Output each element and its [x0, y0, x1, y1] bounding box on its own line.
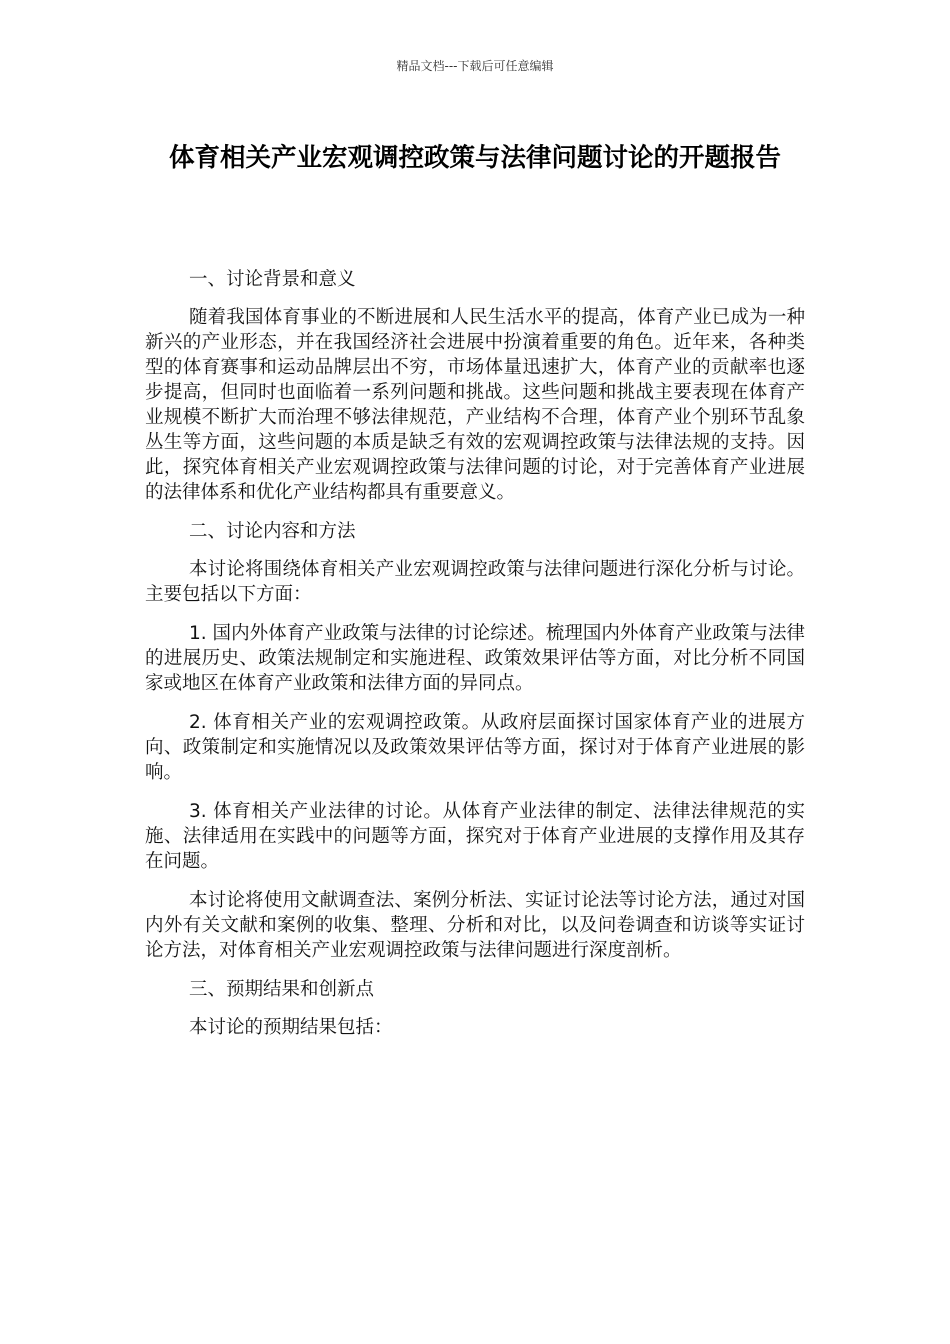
list-item-3: 3. 体育相关产业法律的讨论。从体育产业法律的制定、法律法律规范的实施、法律适用在实践中的问题等方面，探究对于体育产业进展的支撑作用及其存在问题。: [145, 801, 805, 872]
document-title: 体育相关产业宏观调控政策与法律问题讨论的开题报告: [168, 143, 781, 173]
section-heading-content-methods: 二、讨论内容和方法: [189, 521, 356, 542]
section-heading-expected-results: 三、预期结果和创新点: [189, 979, 375, 1000]
page-header-watermark: 精品文档---下载后可任意编辑: [396, 59, 554, 73]
list-item-2: 2. 体育相关产业的宏观调控政策。从政府层面探讨国家体育产业的进展方向、政策制定和实施情况以及政策效果评估等方面，探讨对于体育产业进展的影响。: [145, 712, 805, 783]
paragraph-background: 随着我国体育事业的不断进展和人民生活水平的提高，体育产业已成为一种新兴的产业形态，并在我国经济社会进展中扮演着重要的角色。近年来，各种类型的体育赛事和运动品牌层出不穷，市场体量迅速扩大，体育产业的贡献率也逐步提高，但同时也面临着一系列问题和挑战。这些问题和挑战主要表现在体育产业规模不断扩大而治理不够法律规范，产业结构不合理，体育产业个别环节乱象丛生等方面，这些问题的本质是缺乏有效的宏观调控政策与法律法规的支持。因此，探究体育相关产业宏观调控政策与法律问题的讨论，对于完善体育产业进展的法律体系和优化产业结构都具有重要意义。: [145, 307, 805, 503]
paragraph-content-intro: 本讨论将围绕体育相关产业宏观调控政策与法律问题进行深化分析与讨论。主要包括以下方面：: [145, 559, 805, 605]
section-heading-background: 一、讨论背景和意义: [189, 269, 356, 290]
paragraph-methods: 本讨论将使用文献调查法、案例分析法、实证讨论法等讨论方法，通过对国内外有关文献和案例的收集、整理、分析和对比，以及问卷调查和访谈等实证讨论方法，对体育相关产业宏观调控政策与法律问题进行深度剖析。: [145, 890, 805, 961]
paragraph-expected-results: 本讨论的预期结果包括：: [189, 1017, 393, 1038]
document-body: [145, 267, 805, 1054]
list-item-1: 1. 国内外体育产业政策与法律的讨论综述。梳理国内外体育产业政策与法律的进展历史、政策法规制定和实施进程、政策效果评估等方面，对比分析不同国家或地区在体育产业政策和法律方面的异同点。: [145, 623, 805, 694]
